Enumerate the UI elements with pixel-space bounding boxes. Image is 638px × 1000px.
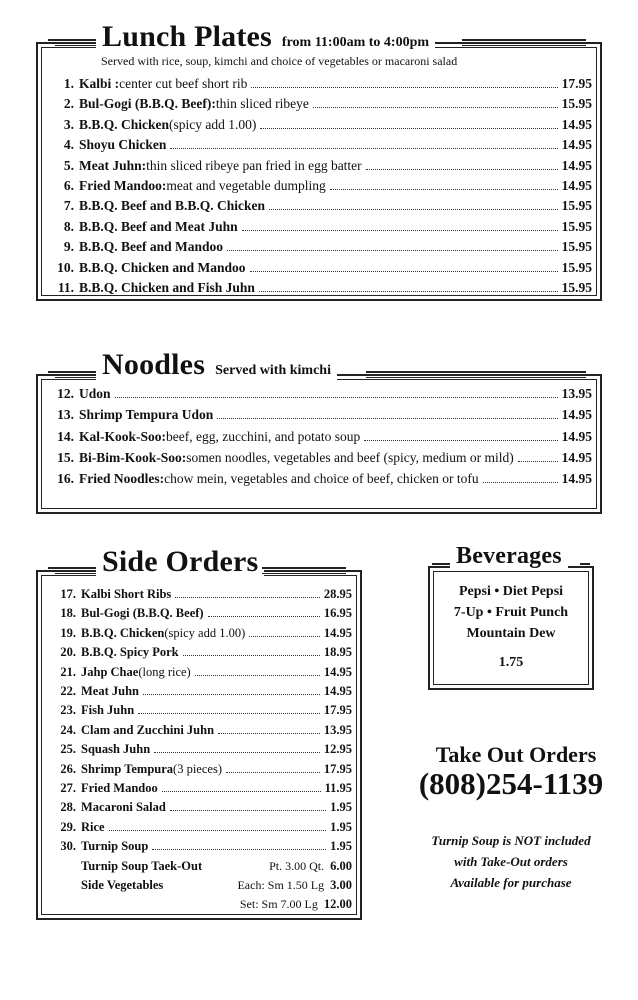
take-out-note-1: Turnip Soup is NOT included — [431, 833, 591, 848]
item-size-prices: Pt. 3.00 Qt. — [269, 858, 325, 873]
sides-title-rule-left — [48, 567, 98, 569]
item-number: 21. — [60, 664, 76, 679]
take-out-note-3: Available for purchase — [450, 875, 572, 890]
bev-title-rule-left — [432, 563, 450, 565]
item-number: 12. — [57, 386, 74, 401]
item-name: Fried Mandoo — [81, 781, 158, 795]
menu-item-row — [44, 429, 592, 445]
dot-leader — [217, 418, 557, 419]
dot-leader — [251, 87, 557, 88]
menu-item-row — [44, 137, 592, 153]
dot-leader — [109, 830, 327, 831]
dot-leader — [366, 169, 558, 170]
item-price: 1.95 — [330, 819, 352, 834]
menu-item-row — [44, 260, 592, 276]
item-price: 1.95 — [330, 800, 352, 815]
item-name: Jahp Chae — [81, 664, 139, 679]
take-out-phone: (808)254-1139 — [418, 766, 604, 801]
menu-item-row — [44, 859, 352, 874]
item-price: 18.95 — [323, 645, 352, 660]
dot-leader — [170, 148, 557, 149]
menu-item-row — [44, 386, 592, 402]
dot-leader — [138, 713, 320, 714]
lunch-hours: from 11:00am to 4:00pm — [281, 35, 430, 50]
item-number: 6. — [63, 178, 74, 193]
dot-leader — [330, 189, 558, 190]
item-name: Macaroni Salad — [81, 800, 166, 815]
item-name: Rice — [81, 819, 105, 834]
item-number: 14. — [57, 428, 74, 444]
item-number: 15. — [57, 449, 74, 465]
item-description: (spicy add 1.00) — [169, 116, 257, 132]
dot-leader — [226, 772, 320, 773]
dot-leader — [250, 271, 558, 272]
item-price: 17.95 — [323, 761, 352, 776]
item-price: 16.95 — [323, 606, 352, 621]
dot-leader — [170, 810, 326, 811]
dot-leader — [162, 791, 321, 792]
menu-item-row — [44, 723, 352, 738]
item-name: B.B.Q. Chicken and Mandoo — [79, 259, 246, 275]
side-orders-title: Side Orders — [102, 545, 259, 578]
dot-leader — [154, 752, 320, 753]
menu-item-row — [44, 684, 352, 699]
item-price: 14.95 — [561, 407, 592, 423]
item-number: 26. — [60, 761, 76, 776]
dot-leader — [175, 597, 320, 598]
menu-item-row — [44, 645, 352, 660]
item-name: B.B.Q. Spicy Pork — [81, 645, 179, 660]
item-number: 2. — [63, 96, 74, 112]
bev-title-rule-right — [580, 563, 590, 565]
item-number: 11. — [57, 280, 74, 295]
menu-item-row — [44, 158, 592, 174]
item-number: 20. — [60, 645, 76, 660]
item-name: Kalbi : — [79, 76, 120, 91]
dot-leader — [269, 209, 558, 210]
item-name: Meat Juhn — [81, 684, 139, 698]
menu-item-row — [44, 742, 352, 757]
menu-item-row — [44, 800, 352, 815]
item-number: 13. — [57, 407, 74, 423]
dot-leader — [242, 230, 558, 231]
item-description: beef, egg, zucchini, and potato soup — [166, 428, 361, 444]
item-price: 12.95 — [323, 742, 352, 757]
item-price: 28.95 — [323, 587, 352, 601]
item-price: 14.95 — [561, 471, 592, 487]
item-name: Fish Juhn — [81, 703, 135, 718]
item-number: 9. — [63, 239, 74, 255]
item-number: 25. — [60, 742, 76, 757]
lunch-plates-heading — [96, 20, 435, 54]
item-number: 18. — [60, 606, 76, 621]
item-name: Bul-Gogi (B.B.Q. Beef): — [79, 96, 216, 112]
sides-title-rule-left-2 — [55, 573, 98, 574]
item-number: 5. — [63, 157, 74, 173]
item-name: Shrimp Tempura — [81, 761, 174, 776]
side-orders-heading — [96, 545, 264, 579]
menu-item-row — [44, 117, 592, 133]
item-description: meat and vegetable dumpling — [166, 178, 326, 193]
dot-leader — [218, 733, 320, 734]
item-name: Udon — [79, 386, 111, 401]
item-price: 15.95 — [561, 198, 592, 214]
item-price: 1.95 — [330, 839, 352, 854]
item-name: B.B.Q. Chicken and Fish Juhn — [79, 280, 255, 295]
item-price: 15.95 — [561, 239, 592, 255]
noodles-title-rule-right — [366, 371, 586, 373]
item-price: 14.95 — [323, 684, 352, 698]
menu-item-row — [44, 280, 592, 296]
beverages-heading — [450, 543, 568, 570]
item-name: Bi-Bim-Kook-Soo: — [79, 449, 187, 465]
menu-item-row — [44, 450, 592, 466]
item-name: Kalbi Short Ribs — [81, 587, 172, 601]
menu-item-row — [44, 665, 352, 680]
item-number: 4. — [63, 137, 74, 153]
menu-item-row — [44, 407, 592, 423]
dot-leader — [313, 107, 558, 108]
noodles-title-rule-right-2 — [366, 377, 586, 378]
item-name: B.B.Q. Chicken — [81, 625, 165, 640]
sides-title-rule-right — [262, 567, 346, 569]
item-name: Turnip Soup Taek-Out — [81, 858, 203, 873]
menu-item-row — [44, 471, 592, 487]
dot-leader — [227, 250, 558, 251]
dot-leader — [195, 675, 320, 676]
item-number: 27. — [60, 781, 76, 795]
item-price: 11.95 — [324, 781, 352, 795]
noodles-heading — [96, 348, 337, 382]
lunch-title-rule-left-2 — [55, 45, 98, 46]
item-number: 17. — [60, 587, 76, 601]
item-number: 16. — [57, 471, 74, 487]
menu-item-row — [44, 606, 352, 621]
item-size-prices: Set: Sm 7.00 Lg — [239, 897, 318, 912]
item-number: 28. — [60, 800, 76, 815]
item-number: 19. — [60, 625, 76, 640]
beverages-line-2: 7-Up • Fruit Punch — [453, 605, 569, 620]
item-price: 14.95 — [561, 137, 592, 153]
item-price: 13.95 — [561, 386, 592, 401]
item-price: 15.95 — [561, 280, 592, 295]
item-number: 29. — [60, 819, 76, 834]
dot-leader — [259, 291, 558, 292]
item-description: center cut beef short rib — [119, 76, 248, 91]
dot-leader — [364, 440, 557, 441]
menu-item-row — [44, 76, 592, 92]
item-description: (spicy add 1.00) — [164, 625, 246, 640]
menu-item-row — [44, 96, 592, 112]
noodles-served-with: Served with kimchi — [215, 363, 331, 378]
lunch-title-rule-right-2 — [462, 45, 586, 46]
beverages-line-1: Pepsi • Diet Pepsi — [458, 584, 564, 599]
menu-item-row — [44, 626, 352, 641]
dot-leader — [518, 461, 558, 462]
dot-leader — [152, 849, 326, 850]
menu-item-row — [44, 820, 352, 835]
item-name: B.B.Q. Chicken — [79, 116, 170, 132]
dot-leader — [249, 636, 320, 637]
item-number: 8. — [63, 218, 74, 234]
item-name: Shoyu Chicken — [79, 137, 167, 153]
dot-leader — [143, 694, 320, 695]
item-number: 23. — [60, 703, 76, 718]
item-price: 6.00 — [330, 858, 352, 873]
noodles-title: Noodles — [102, 348, 206, 381]
item-price: 14.95 — [561, 157, 592, 173]
item-price: 15.95 — [561, 96, 592, 112]
item-name: Side Vegetables — [81, 878, 164, 892]
take-out-note-2: with Take-Out orders — [454, 854, 568, 869]
item-price: 14.95 — [561, 116, 592, 132]
item-number: 3. — [63, 116, 74, 132]
beverages-title: Beverages — [456, 543, 562, 569]
item-name: Bul-Gogi (B.B.Q. Beef) — [81, 606, 204, 621]
item-price: 17.95 — [323, 703, 352, 718]
item-price: 15.95 — [561, 218, 592, 234]
item-description: thin sliced ribeye — [215, 96, 309, 112]
item-name: Fried Mandoo: — [79, 178, 167, 193]
beverages-price: 1.75 — [498, 655, 524, 670]
menu-item-row — [44, 781, 352, 796]
dot-leader — [183, 655, 320, 656]
menu-item-row — [44, 839, 352, 854]
item-name: Fried Noodles: — [79, 471, 165, 487]
menu-item-row — [44, 587, 352, 602]
beverages-line-3: Mountain Dew — [466, 626, 556, 641]
menu-item-row — [44, 178, 592, 194]
menu-item-row — [44, 219, 592, 235]
item-description: (long rice) — [138, 664, 191, 679]
item-price: 15.95 — [561, 259, 592, 275]
item-price: 17.95 — [561, 76, 592, 91]
item-description: somen noodles, vegetables and beef (spicy, medium or mild) — [186, 449, 514, 465]
item-price: 12.00 — [323, 897, 352, 912]
lunch-plates-title: Lunch Plates — [102, 20, 272, 53]
item-name: Clam and Zucchini Juhn — [81, 722, 215, 737]
sides-title-rule-right-2 — [262, 573, 346, 574]
item-size-prices: Each: Sm 1.50 Lg — [237, 878, 325, 892]
item-name: Squash Juhn — [81, 742, 151, 757]
item-name: B.B.Q. Beef and Meat Juhn — [79, 218, 238, 234]
item-name: B.B.Q. Beef and B.B.Q. Chicken — [79, 198, 266, 214]
dot-leader — [115, 397, 558, 398]
lunch-title-rule-right — [462, 39, 586, 41]
item-number: 7. — [63, 198, 74, 214]
menu-item-row — [44, 897, 352, 912]
item-number: 1. — [63, 76, 74, 91]
noodles-title-rule-left — [48, 371, 98, 373]
item-number: 10. — [57, 259, 74, 275]
lunch-served-with: Served with rice, soup, kimchi and choice of vegetables or macaroni salad — [101, 54, 458, 68]
item-price: 14.95 — [323, 625, 352, 640]
dot-leader — [260, 128, 557, 129]
item-price: 14.95 — [323, 664, 352, 679]
item-price: 14.95 — [561, 428, 592, 444]
menu-item-row — [44, 198, 592, 214]
item-name: B.B.Q. Beef and Mandoo — [79, 239, 224, 255]
item-description: chow mein, vegetables and choice of beef, chicken or tofu — [164, 471, 479, 487]
dot-leader — [483, 482, 558, 483]
lunch-title-rule-left — [48, 39, 98, 41]
item-number: 22. — [60, 684, 76, 698]
menu-item-row — [44, 703, 352, 718]
item-name: Meat Juhn: — [79, 157, 147, 173]
item-price: 3.00 — [330, 878, 352, 892]
menu-item-row — [44, 878, 352, 893]
item-price: 14.95 — [561, 449, 592, 465]
item-name: Shrimp Tempura Udon — [79, 407, 214, 423]
item-number: 24. — [60, 722, 76, 737]
item-name: Kal-Kook-Soo: — [79, 428, 167, 444]
item-name: Turnip Soup — [81, 839, 149, 854]
item-description: (3 pieces) — [173, 761, 222, 776]
noodles-title-rule-left-2 — [55, 377, 98, 378]
item-price: 13.95 — [323, 722, 352, 737]
take-out-title: Take Out Orders — [435, 742, 597, 767]
menu-item-row — [44, 239, 592, 255]
item-number: 30. — [60, 839, 76, 854]
dot-leader — [208, 616, 320, 617]
item-description: thin sliced ribeye pan fried in egg batter — [146, 157, 362, 173]
item-price: 14.95 — [561, 178, 592, 193]
menu-item-row — [44, 762, 352, 777]
